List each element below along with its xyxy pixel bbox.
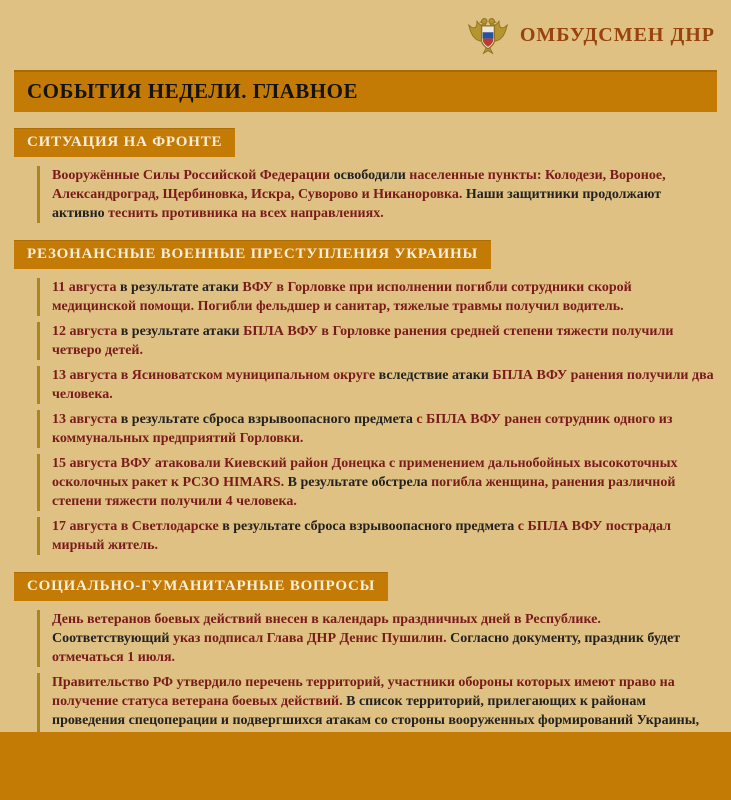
paragraph [37, 610, 717, 667]
text-span: освободили [333, 168, 410, 183]
section-paragraphs [0, 278, 731, 555]
paragraph [37, 322, 717, 360]
text-span: БПЛА ВФУ ранения получили два человека. [52, 368, 718, 402]
brand-header [0, 0, 731, 70]
title-bar [14, 70, 717, 112]
paragraph [37, 517, 717, 555]
section-heading: СИТУАЦИЯ НА ФРОНТЕ [14, 128, 235, 157]
double-headed-eagle-icon [466, 13, 510, 57]
text-span: теснить противника на всех направлениях. [108, 206, 384, 221]
brand-name: ОМБУДСМЕН ДНР [519, 23, 715, 46]
text-span: указ подписал Глава ДНР Денис Пушилин. [172, 631, 451, 646]
paragraph [37, 410, 717, 448]
text-span: 15 августа ВФУ атаковали Киевский район Донецка с применением дальнобойных высокоточных осколочных ракет к РСЗО HIMARS. [52, 456, 682, 490]
text-span: ВФУ в Горловке при исполнении погибли сотрудники скорой медицинской помощи. Погибли фельдшер и санитар, тяжелые травмы получил водитель. [52, 280, 636, 314]
text-span: 12 августа [52, 324, 121, 339]
section-paragraphs [0, 610, 731, 749]
text-span: Согласно документу, праздник будет [450, 631, 684, 646]
paragraph [37, 166, 717, 223]
text-span: в результате атаки [119, 280, 243, 295]
sections [0, 128, 731, 749]
section-paragraphs [0, 166, 731, 223]
text-span: 13 августа в Ясиноватском муниципальном округе [52, 368, 379, 383]
text-span: 13 августа [52, 412, 121, 427]
text-span: Соответствующий [52, 631, 173, 646]
content-section [0, 128, 731, 223]
text-span: с БПЛА ВФУ пострадал мирный житель. [52, 519, 675, 553]
text-span: В результате обстрела [287, 475, 432, 490]
page-title: СОБЫТИЯ НЕДЕЛИ. ГЛАВНОЕ [27, 78, 358, 103]
section-heading: СОЦИАЛЬНО-ГУМАНИТАРНЫЕ ВОПРОСЫ [14, 572, 388, 601]
footer-band [0, 732, 731, 800]
text-span: в результате атаки [120, 324, 244, 339]
text-span: 11 августа [52, 280, 120, 295]
text-span: отмечаться 1 июля. [52, 650, 176, 665]
text-span: БПЛА ВФУ в Горловке ранения средней степени тяжести получили четверо детей. [52, 324, 677, 358]
paragraph [37, 366, 717, 404]
text-span: В список территорий, прилегающих к районам проведения спецоперации и подвергшихся атакам со стороны вооруженных формирований Украины, [52, 694, 703, 728]
text-span: в результате сброса взрывоопасного предмета [120, 412, 417, 427]
text-span: День ветеранов боевых действий внесен в календарь праздничных дней в Республике. [52, 612, 605, 627]
text-span: Наши защитники продолжают активно [52, 187, 665, 221]
text-span: вследствие атаки [378, 368, 493, 383]
text-span: с БПЛА ВФУ ранен сотрудник одного из коммунальных предприятий Горловки. [52, 412, 676, 446]
content-section [0, 572, 731, 749]
text-span: 17 августа в Светлодарске [52, 519, 223, 534]
text-span: погибла женщина, ранения различной степени тяжести получили 4 человека. [52, 475, 679, 509]
text-span: в результате сброса взрывоопасного предмета [222, 519, 518, 534]
content-section [0, 240, 731, 555]
text-span: Вооружённые Силы Российской Федерации [52, 168, 334, 183]
paragraph [37, 278, 717, 316]
text-span: населенные пункты: Колодези, Вороное, Александроград, Щербиновка, Искра, Суворово и Никаноровка. [52, 168, 670, 202]
paragraph [37, 454, 717, 511]
section-heading: РЕЗОНАНСНЫЕ ВОЕННЫЕ ПРЕСТУПЛЕНИЯ УКРАИНЫ [14, 240, 491, 269]
text-span: Правительство РФ утвердило перечень территорий, участники обороны которых имеют право на получение статуса ветерана боевых действий. [52, 675, 679, 709]
